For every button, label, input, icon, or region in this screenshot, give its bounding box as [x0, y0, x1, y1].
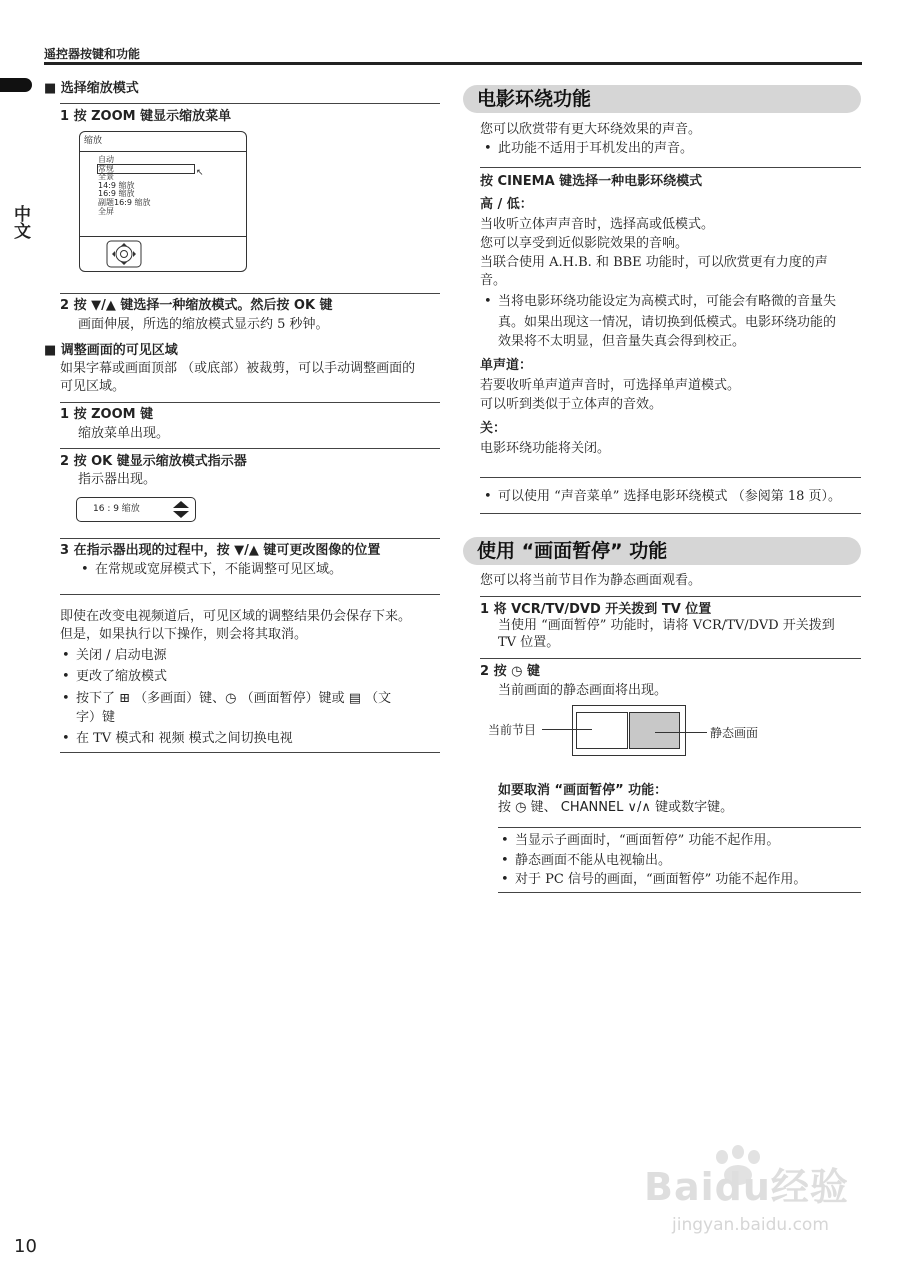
divider [480, 167, 861, 168]
zoom-option-panorama[interactable]: 全景 [98, 172, 114, 182]
divider [60, 448, 440, 449]
divider [60, 538, 440, 539]
watermark-brand: Baidu经验 [644, 1165, 849, 1209]
divider [60, 594, 440, 595]
divider [480, 513, 861, 514]
zoom-option-14-9[interactable]: 14:9 缩放 [98, 180, 135, 190]
note-bullet-power: • 关闭 / 启动电源 [76, 646, 167, 666]
cinema-intro: 您可以欣赏带有更大环绕效果的声音。 [480, 122, 702, 137]
zoom-option-subtitle-16-9[interactable]: 副题16:9 缩放 [98, 197, 151, 207]
freeze-step2: 2 按 ◷ 键 [480, 664, 540, 679]
current-program-label: 当前节目 [488, 723, 537, 737]
off-line: 电影环绕功能将关闭。 [480, 441, 611, 456]
visible-step3-bullet: • 在常规或宽屏模式下，不能调整可见区域。 [95, 560, 342, 580]
side-tab-marker [0, 78, 32, 92]
high-low-line2: 您可以享受到近似影院效果的音响。 [480, 236, 689, 251]
high-low-bullet-line2: 真。如果出现这一情况，请切换到低模式。电影环绕功能的 [498, 315, 837, 330]
divider [480, 477, 861, 478]
high-low-line1: 当收听立体声声音时，选择高或低模式。 [480, 217, 715, 232]
divider [60, 293, 440, 294]
high-low-label: 高 / 低： [480, 197, 533, 212]
mono-label: 单声道： [480, 358, 533, 373]
divider [60, 752, 440, 753]
zoom-option-auto[interactable]: 自动 [98, 155, 114, 164]
zoom-step2: 2 按 ▼/▲ 键选择一种缩放模式。然后按 OK 键 [60, 298, 333, 313]
freeze-intro: 您可以将当前节目作为静态画面观看。 [480, 573, 702, 588]
freeze-step1-desc2: TV 位置。 [498, 635, 560, 650]
freeze-note-pc: • 对于 PC 信号的画面，“画面暂停” 功能不起作用。 [515, 870, 806, 890]
divider [480, 658, 861, 659]
up-down-arrows-icon [171, 500, 191, 519]
divider [80, 236, 246, 237]
zoom-step1: 1 按 ZOOM 键显示缩放菜单 [60, 109, 232, 124]
zoom-option-regular[interactable]: 常规 [98, 165, 194, 174]
zoom-section-heading: ■ 选择缩放模式 [44, 81, 139, 96]
note-line2: 但是，如果执行以下操作，则会将其取消。 [60, 627, 308, 642]
side-tab-label: 中文 [10, 205, 30, 239]
divider [60, 402, 440, 403]
freeze-cancel-line: 按 ◷ 键、 CHANNEL ∨/∧ 键或数字键。 [498, 800, 734, 815]
visible-step2-desc: 指示器出现。 [78, 472, 157, 487]
zoom-menu-list [98, 156, 194, 216]
cinema-key-line: 按 CINEMA 键选择一种电影环绕模式 [480, 174, 703, 189]
note-bullet-keys-cont: 字）键 [76, 710, 116, 725]
visible-desc-line1: 如果字幕或画面顶部 （或底部）被裁剪，可以手动调整画面的 [60, 361, 416, 376]
visible-desc-line2: 可见区域。 [60, 379, 126, 394]
zoom-option-16-9[interactable]: 16:9 缩放 [98, 189, 135, 199]
header-title: 遥控器按键和功能 [44, 47, 141, 61]
note-bullet-keys: • 按下了 ⊞ （多画面）键、◷ （画面暂停）键或 ▤ （文 [76, 689, 391, 709]
high-low-line4: 音。 [480, 273, 507, 288]
freeze-section-title: 使用 “画面暂停” 功能 [463, 537, 861, 565]
note-bullet-zoom: • 更改了缩放模式 [76, 667, 167, 687]
leader-line [655, 732, 707, 733]
visible-section-heading: ■ 调整画面的可见区域 [44, 343, 178, 358]
still-image-label: 静态画面 [710, 726, 759, 740]
zoom-option-full[interactable]: 全屏 [98, 206, 114, 216]
divider [480, 596, 861, 597]
visible-step2: 2 按 OK 键显示缩放模式指示器 [60, 454, 247, 469]
cursor-icon: ↖ [196, 168, 204, 178]
zoom-menu-title: 缩放 [84, 136, 103, 146]
note-bullet-mode: • 在 TV 模式和 视频 模式之间切换电视 [76, 729, 293, 749]
watermark-url: jingyan.baidu.com [672, 1215, 829, 1235]
cinema-section-title: 电影环绕功能 [463, 85, 861, 113]
leader-line [542, 729, 592, 730]
zoom-menu-panel [79, 131, 247, 272]
visible-step3: 3 在指示器出现的过程中，按 ▼/▲ 键可更改图像的位置 [60, 543, 381, 558]
screen-diagram [572, 705, 686, 756]
high-low-bullet-line3: 效果将不太明显，但音量失真会得到校正。 [498, 334, 746, 349]
freeze-step2-desc: 当前画面的静态画面将出现。 [498, 683, 668, 698]
visible-step1: 1 按 ZOOM 键 [60, 407, 154, 422]
freeze-step1: 1 将 VCR/TV/DVD 开关拨到 TV 位置 [480, 602, 712, 617]
cinema-ref-bullet: • 可以使用 “声音菜单” 选择电影环绕模式 （参阅第 18 页）。 [498, 487, 841, 507]
freeze-note-subpicture: • 当显示子画面时，“画面暂停” 功能不起作用。 [515, 831, 779, 851]
current-program-screen [576, 712, 628, 749]
divider [498, 827, 861, 828]
freeze-step1-desc1: 当使用 “画面暂停” 功能时，请将 VCR/TV/DVD 开关拨到 [498, 618, 835, 633]
visible-step1-desc: 缩放菜单出现。 [78, 426, 170, 441]
freeze-cancel-label: 如要取消 “画面暂停” 功能： [498, 783, 668, 798]
mono-line2: 可以听到类似于立体声的音效。 [480, 397, 663, 412]
page-number: 10 [14, 1236, 37, 1257]
mono-line1: 若要收听单声道声音时，可选择单声道模式。 [480, 378, 741, 393]
high-low-bullet-line1: • 当将电影环绕功能设定为高模式时，可能会有略微的音量失 [498, 292, 836, 312]
freeze-note-output: • 静态画面不能从电视输出。 [515, 851, 671, 871]
cinema-intro-bullet: • 此功能不适用于耳机发出的声音。 [498, 139, 693, 159]
zoom-step2-desc: 画面伸展，所选的缩放模式显示约 5 秒钟。 [78, 317, 329, 332]
divider [80, 151, 246, 152]
divider [60, 103, 440, 104]
note-line1: 即使在改变电视频道后，可见区域的调整结果仍会保存下来。 [60, 609, 412, 624]
navigation-pad-icon [106, 240, 142, 268]
high-low-line3: 当联合使用 A.H.B. 和 BBE 功能时，可以欣赏更有力度的声 [480, 255, 828, 270]
still-image-screen [629, 712, 680, 749]
off-label: 关： [480, 421, 507, 436]
divider [498, 892, 861, 893]
zoom-mode-indicator [76, 497, 196, 522]
header-rule [44, 62, 862, 65]
zoom-indicator-label: 16 : 9 缩放 [93, 504, 140, 514]
